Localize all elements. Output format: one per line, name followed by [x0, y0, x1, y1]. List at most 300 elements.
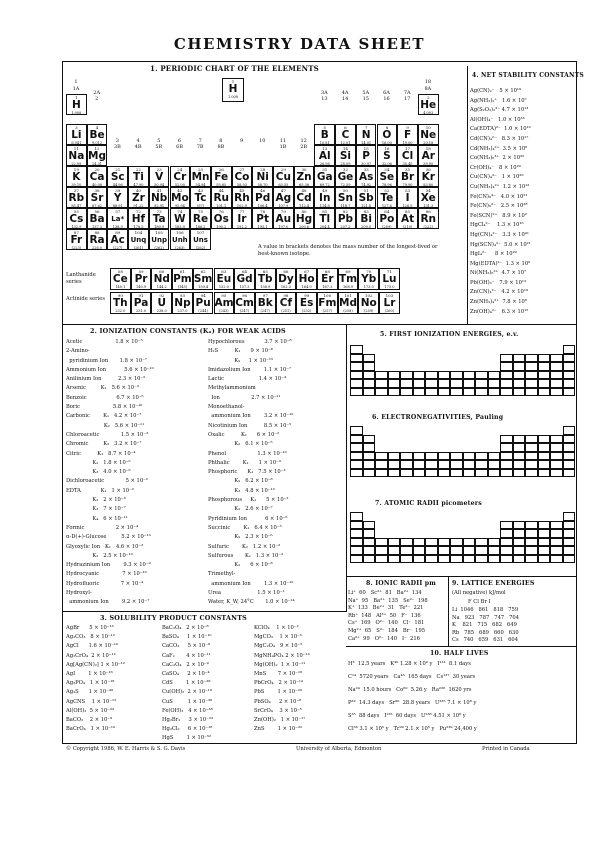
ionization-row: Phosphorous K₁ 5 × 10⁻²	[208, 497, 289, 504]
actinide-lr	[379, 292, 400, 314]
grid-cell	[525, 443, 538, 452]
element-mass: 85.47	[71, 204, 82, 208]
grid-cell	[475, 546, 488, 555]
stability-row: Pb(OH)₃⁻ 7.9 × 10¹³	[470, 279, 527, 286]
element-number: 46	[260, 188, 266, 193]
element-number: 23	[156, 167, 162, 172]
grid-cell	[388, 538, 401, 547]
solubility-column	[254, 625, 310, 735]
element-mass: 107.9	[278, 204, 289, 208]
element-symbol: Ge	[337, 171, 354, 183]
lattice-list	[452, 607, 519, 645]
solubility-row: SrCrO₄ 3 × 10⁻⁵	[254, 707, 302, 714]
ionization-row: Urea 1.5 × 10⁻¹	[208, 590, 285, 597]
element-number: 88	[94, 230, 100, 235]
element-symbol: Ag	[275, 192, 292, 204]
ionic-radii-row: Mg²⁺ 65 S²⁻ 184 Br⁻ 195	[348, 627, 426, 634]
grid-cell	[538, 354, 551, 363]
element-b	[314, 124, 335, 145]
stability-row: Ca(EDTA)²⁻ 1.0 × 10¹⁰	[470, 126, 531, 133]
group-label: 5B	[155, 144, 163, 150]
group-number: 7	[198, 138, 202, 144]
element-mass: 118.7	[340, 204, 351, 208]
element-symbol: H	[228, 83, 238, 95]
grid-cell	[350, 469, 363, 478]
grid-cell	[400, 546, 413, 555]
grid-cell	[388, 460, 401, 469]
grid-cell	[450, 469, 463, 478]
element-number: 83	[363, 209, 369, 214]
grid-cell	[363, 354, 376, 363]
element-mass: 121.8	[361, 204, 372, 208]
element-mass: 4.003	[423, 111, 434, 115]
grid-cell	[413, 555, 426, 564]
lattice-row: K 821 715 682 649	[452, 622, 517, 629]
element-symbol: Na	[68, 150, 85, 162]
element-symbol: Rn	[420, 213, 437, 225]
grid-cell	[525, 546, 538, 555]
element-mo	[170, 187, 191, 208]
element-cs	[66, 208, 87, 229]
grid-cell	[413, 546, 426, 555]
element-unq	[128, 229, 149, 250]
element-ge	[335, 166, 356, 187]
solubility-row: AgCl 1.6 × 10⁻¹⁰	[66, 643, 118, 650]
element-mass: (262)	[195, 246, 206, 250]
solubility-row: Ag₂CO₃ 8 × 10⁻¹²	[66, 634, 115, 641]
stability-row: Fe(SCN)²⁺ 8.9 × 10²	[470, 212, 527, 219]
element-symbol: Au	[275, 213, 292, 225]
grid-cell	[513, 538, 526, 547]
element-mass: 20.18	[423, 141, 434, 145]
lattice-heading: 9. LATTICE ENERGIES	[452, 580, 535, 587]
grid-cell	[513, 546, 526, 555]
element-mass: 26.98	[319, 162, 330, 166]
grid-cell	[425, 452, 438, 461]
grid-cell	[450, 452, 463, 461]
ionization-row: Hydrofluoric 7 × 10⁻⁴	[66, 580, 144, 587]
grid-cell	[500, 435, 513, 444]
group-number: 9	[240, 138, 244, 144]
element-number: 53	[404, 188, 411, 193]
group-number: 10	[259, 138, 266, 144]
element-symbol: Eu	[216, 273, 232, 285]
element-mass: (247)	[260, 309, 270, 313]
element-mass: 91.22	[133, 204, 144, 208]
element-ir	[232, 208, 253, 229]
element-te	[377, 187, 398, 208]
element-sn	[335, 187, 356, 208]
half-life-row: P³² 14.3 days Sr⁹⁰ 28.8 years U²³⁵ 7.1 × 10⁸ y	[348, 700, 477, 706]
element-ti	[128, 166, 149, 187]
element-symbol: Zr	[132, 192, 145, 204]
grid-cell	[500, 443, 513, 452]
ionization-row: ammonium Ion 9.2 × 10⁻⁷	[66, 599, 150, 606]
element-mass: 140.1	[115, 285, 126, 289]
element-symbol: Ne	[420, 129, 437, 141]
element-mass: 69.72	[319, 183, 330, 187]
solubility-row: MgNH₄PO₄ 2 × 10⁻¹³	[254, 652, 310, 659]
element-unp	[149, 229, 170, 250]
grid-cell	[413, 452, 426, 461]
element-number: 62	[200, 269, 206, 274]
stability-row: Cu(CN)₄³⁻ 1 × 10²⁰	[470, 174, 524, 181]
grid-cell	[363, 379, 376, 388]
grid-cell	[350, 555, 363, 564]
element-number: 84	[384, 209, 390, 214]
footer-university: University of Alberta, Edmonton	[296, 746, 382, 752]
element-mass: 1.008	[71, 111, 82, 115]
element-symbol: Cm	[235, 297, 254, 309]
lanthanide-ho	[296, 268, 317, 290]
element-mass: 16.00	[381, 141, 392, 145]
element-number: 86	[425, 209, 431, 214]
grid-cell	[463, 371, 476, 380]
element-symbol: B	[320, 129, 329, 141]
element-mass: (259)	[364, 309, 374, 313]
grid-cell	[538, 469, 551, 478]
element-mass: 126.9	[402, 204, 413, 208]
group-label: 1A	[72, 86, 80, 92]
grid-cell	[513, 379, 526, 388]
element-symbol: At	[400, 213, 415, 225]
ionization-row: Oxalic K₁ 6 × 10⁻²	[208, 431, 280, 438]
grid-cell	[425, 538, 438, 547]
ionization-row: Acetic 1.8 × 10⁻⁵	[66, 339, 143, 345]
stability-row: Cd(NH₃)₄²⁺ 3.5 × 10⁶	[470, 145, 528, 152]
group-number: 4	[136, 138, 140, 144]
grid-cell	[388, 546, 401, 555]
grid-cell	[538, 546, 551, 555]
element-mass: 183.9	[174, 225, 185, 229]
element-symbol: Ti	[133, 171, 144, 183]
element-number: 11	[73, 146, 79, 151]
solubility-row: PbSO₄ 2 × 10⁻⁸	[254, 698, 302, 705]
grid-cell	[488, 388, 501, 397]
grid-cell	[425, 546, 438, 555]
element-number: 49	[322, 188, 328, 193]
ionization-row: K₂ 5.6 × 10⁻¹¹	[66, 422, 145, 429]
element-fr	[66, 229, 87, 250]
element-number: 91	[138, 293, 144, 298]
grid-cell	[538, 452, 551, 461]
grid-cell	[525, 362, 538, 371]
element-mass: 168.9	[343, 285, 354, 289]
element-mass: 178.5	[133, 225, 144, 229]
grid-cell	[538, 379, 551, 388]
element-sr	[87, 187, 108, 208]
first-ionization-heading: 5. FIRST IONIZATION ENERGIES, e.v.	[380, 331, 519, 338]
element-number: 77	[239, 209, 245, 214]
actinide-np	[172, 292, 193, 314]
element-number: 79	[280, 209, 286, 214]
grid-cell	[513, 354, 526, 363]
group-number: 2	[95, 96, 99, 102]
grid-cell	[488, 538, 501, 547]
ionization-row: Hypochlorous 3.7 × 10⁻⁸	[208, 339, 292, 345]
element-number: 15	[363, 146, 369, 151]
ionization-row: Benzoic 6.7 × 10⁻⁵	[66, 394, 144, 401]
group-label: 3B	[113, 144, 121, 150]
element-mass: 40.08	[92, 183, 103, 187]
grid-cell	[488, 546, 501, 555]
element-number: 67	[304, 269, 310, 274]
element-mass: (210)	[402, 225, 413, 229]
stability-row: Cu(NH₃)₄²⁺ 1.2 × 10¹²	[470, 183, 530, 190]
lanthanide-sm	[193, 268, 214, 290]
element-symbol: Nd	[153, 273, 170, 285]
element-mass: 24.31	[92, 162, 103, 166]
element-mass: 28.09	[340, 162, 351, 166]
element-symbol: Cf	[279, 297, 293, 309]
lanthanide-ce	[110, 268, 131, 290]
element-f	[397, 124, 418, 145]
solubility-row: Al(OH)₃ 5 × 10⁻³³	[66, 707, 115, 714]
divider-lattice	[448, 576, 449, 646]
element-mass: 231.0	[136, 309, 147, 313]
grid-cell	[525, 379, 538, 388]
grid-cell	[513, 469, 526, 478]
lanthanide-label: Lanthanide series	[66, 272, 96, 285]
ionization-list-left	[66, 338, 154, 608]
element-symbol: I	[405, 192, 410, 204]
element-number: 7	[364, 125, 368, 130]
solubility-row: CaC₂O₄ 2 × 10⁻⁹	[162, 661, 209, 668]
element-symbol: Pa	[133, 297, 149, 309]
grid-cell	[425, 388, 438, 397]
grid-cell	[500, 371, 513, 380]
element-w	[170, 208, 191, 229]
element-symbol: Md	[339, 297, 358, 309]
ionization-row: K₂ 2 × 10⁻³	[66, 497, 126, 504]
element-pd	[252, 187, 273, 208]
grid-cell	[475, 379, 488, 388]
grid-cell	[538, 371, 551, 380]
group-label: 1B	[279, 144, 287, 150]
grid-cell	[538, 362, 551, 371]
element-symbol: As	[358, 171, 374, 183]
half-life-row: H³ 12.5 years K⁴⁰ 1.28 × 10⁹ y I¹³¹ 8.1 days	[348, 661, 471, 667]
ionization-row: Ion 2.7 × 10⁻¹¹	[208, 394, 281, 401]
element-mass: 112.4	[299, 204, 310, 208]
element-mass: 30.97	[361, 162, 372, 166]
element-cr	[170, 166, 191, 187]
grid-cell	[463, 538, 476, 547]
ionization-row: Citric K₁ 8.7 × 10⁻⁴	[66, 450, 136, 457]
element-symbol: Si	[339, 150, 352, 162]
element-mass: 6.941	[71, 141, 82, 145]
element-mass: (145)	[177, 285, 188, 289]
element-symbol: La*	[111, 215, 125, 223]
ionization-row: K₂ 2.3 × 10⁻⁶	[208, 534, 273, 541]
element-symbol: Ca	[89, 171, 105, 183]
element-mass: 101.1	[216, 204, 227, 208]
element-number: 101	[344, 293, 352, 298]
grid-cell	[363, 435, 376, 444]
lanthanide-tm	[338, 268, 359, 290]
element-symbol: Tc	[194, 192, 207, 204]
stability-divider	[467, 66, 468, 324]
lattice-header: (All negative) kJ/mol	[452, 590, 506, 596]
element-zn	[294, 166, 315, 187]
grid-cell	[488, 469, 501, 478]
ionization-row: Sulfuric K₂ 1.2 × 10⁻²	[208, 543, 281, 550]
solubility-heading: 3. SOLUBILITY PRODUCT CONSTANTS	[100, 614, 247, 622]
solubility-row: Hg₂Cl₂ 6 × 10⁻¹⁸	[162, 726, 213, 733]
element-number: 24	[177, 167, 183, 172]
group-number: 18	[424, 79, 432, 85]
element-mass: (222)	[423, 225, 433, 229]
element-number: 71	[386, 269, 392, 274]
ionization-row: Formic 2 × 10⁻⁴	[66, 524, 139, 531]
half-life-row: Na²⁴ 15.0 hours Co⁶⁰ 5.26 y Ra²²⁶ 1620 yrs	[348, 687, 472, 693]
lanthanide-yb	[358, 268, 379, 290]
grid-cell	[550, 555, 563, 564]
grid-cell	[475, 371, 488, 380]
group-number: 11	[279, 138, 287, 144]
element-number: 25	[197, 167, 204, 172]
element-symbol: Ba	[89, 213, 105, 225]
group-label: 8B	[217, 144, 225, 150]
element-symbol: Tb	[257, 273, 273, 285]
grid-cell	[563, 469, 576, 478]
element-symbol: Pu	[195, 297, 211, 309]
grid-cell	[438, 371, 451, 380]
element-number: 54	[425, 188, 431, 193]
element-mass: 207.2	[340, 225, 351, 229]
element-mass: 39.95	[423, 162, 434, 166]
element-symbol: Y	[113, 192, 122, 204]
element-ag	[273, 187, 294, 208]
element-number: 90	[117, 293, 123, 298]
solubility-column	[66, 625, 125, 735]
element-n	[356, 124, 377, 145]
element-symbol: Ra	[89, 234, 105, 246]
element-mass: 173.0	[363, 285, 374, 289]
element-i	[397, 187, 418, 208]
grid-cell	[463, 452, 476, 461]
grid-cell	[538, 388, 551, 397]
grid-cell	[563, 426, 576, 435]
element-rb	[66, 187, 87, 208]
element-symbol: He	[420, 99, 437, 111]
element-symbol: Tl	[319, 213, 331, 225]
grid-cell	[375, 546, 388, 555]
element-number: 8	[385, 125, 389, 130]
periodic-heading: 1. PERIODIC CHART OF THE ELEMENTS	[150, 64, 319, 73]
grid-cell	[513, 362, 526, 371]
grid-cell	[388, 388, 401, 397]
element-number: 78	[260, 209, 266, 214]
element-mass: 197.0	[278, 225, 289, 229]
element-number: 73	[156, 209, 162, 214]
element-symbol: Fr	[70, 234, 83, 246]
element-mass: 22.99	[71, 162, 82, 166]
element-number: 50	[342, 188, 348, 193]
half-life-row: C¹⁴ 5720 years Ca⁴⁵ 165 days Cs¹³⁷ 30 years	[348, 674, 476, 680]
ionization-row: Hydroxyl-	[66, 590, 92, 597]
element-number: 105	[155, 230, 163, 235]
lattice-row: Li 1046 861 818 759	[452, 607, 519, 613]
element-symbol: Br	[400, 171, 415, 183]
group-label: 6A	[383, 90, 390, 96]
grid-cell	[425, 469, 438, 478]
solubility-row: Hg₂Br₂ 3 × 10⁻²³	[162, 716, 213, 723]
stability-row: Ag(CN)₂⁻ 5 × 10¹⁹	[470, 88, 522, 94]
grid-cell	[513, 371, 526, 380]
element-cd	[294, 187, 315, 208]
grid-cell	[450, 555, 463, 564]
element-k	[66, 166, 87, 187]
divider-solubility	[62, 611, 347, 612]
element-symbol: Cl	[401, 150, 414, 162]
element-symbol: Cr	[173, 171, 187, 183]
grid-cell	[350, 546, 363, 555]
element-symbol: Hg	[295, 213, 313, 225]
group-number: 5	[157, 138, 161, 144]
element-be	[87, 124, 108, 145]
element-mn	[190, 166, 211, 187]
element-os	[211, 208, 232, 229]
grid-cell	[538, 443, 551, 452]
grid-cell	[550, 529, 563, 538]
element-ca	[87, 166, 108, 187]
element-hg	[294, 208, 315, 229]
actinide-u	[151, 292, 172, 314]
grid-cell	[550, 460, 563, 469]
grid-cell	[513, 529, 526, 538]
element-symbol: Ho	[298, 273, 315, 285]
ionization-row: 2-Amino-	[66, 348, 90, 355]
element-mass: 137.3	[92, 225, 103, 229]
element-in	[314, 187, 335, 208]
element-symbol: Er	[321, 273, 334, 285]
element-symbol: Fe	[214, 171, 229, 183]
element-symbol: Xe	[420, 192, 436, 204]
solubility-row: CaSO₄ 2 × 10⁻⁴	[162, 670, 210, 677]
group-label: 7B	[196, 144, 204, 150]
grid-cell	[513, 452, 526, 461]
element-re	[190, 208, 211, 229]
ionic-radii-row: Rb⁺ 148 Al³⁺ 50 F⁻ 136	[348, 612, 421, 619]
element-mass: 114.8	[319, 204, 330, 208]
element-symbol: Li	[71, 129, 82, 141]
stability-row: Ag(S₂O₃)₂³⁻ 4.7 × 10¹³	[470, 107, 529, 114]
grid-cell	[513, 460, 526, 469]
element-mass: 52.00	[174, 183, 185, 187]
grid-cell	[400, 371, 413, 380]
element-mass: 152.0	[218, 285, 229, 289]
element-mass: 190.2	[216, 225, 227, 229]
divider-mid-vertical	[346, 324, 347, 611]
lanthanide-eu	[214, 268, 235, 290]
ionization-row: Chloroacetic 1.5 × 10⁻³	[66, 431, 149, 438]
ionization-row: Succinic K₁ 6.4 × 10⁻⁵	[208, 524, 282, 531]
element-symbol: Cu	[275, 171, 291, 183]
element-mass: 63.55	[278, 183, 289, 187]
grid-cell	[500, 555, 513, 564]
element-symbol: Lr	[383, 297, 396, 309]
grid-cell	[400, 379, 413, 388]
grid-cell	[400, 460, 413, 469]
element-co	[232, 166, 253, 187]
stability-row: Zn(OH)₄²⁻ 6.3 × 10¹⁵	[470, 308, 529, 315]
grid-cell	[388, 379, 401, 388]
grid-cell	[463, 460, 476, 469]
solubility-row: Ag₃PO₄ 1 × 10⁻¹⁸	[66, 680, 115, 687]
grid-cell	[438, 555, 451, 564]
element-number: 96	[241, 293, 248, 298]
